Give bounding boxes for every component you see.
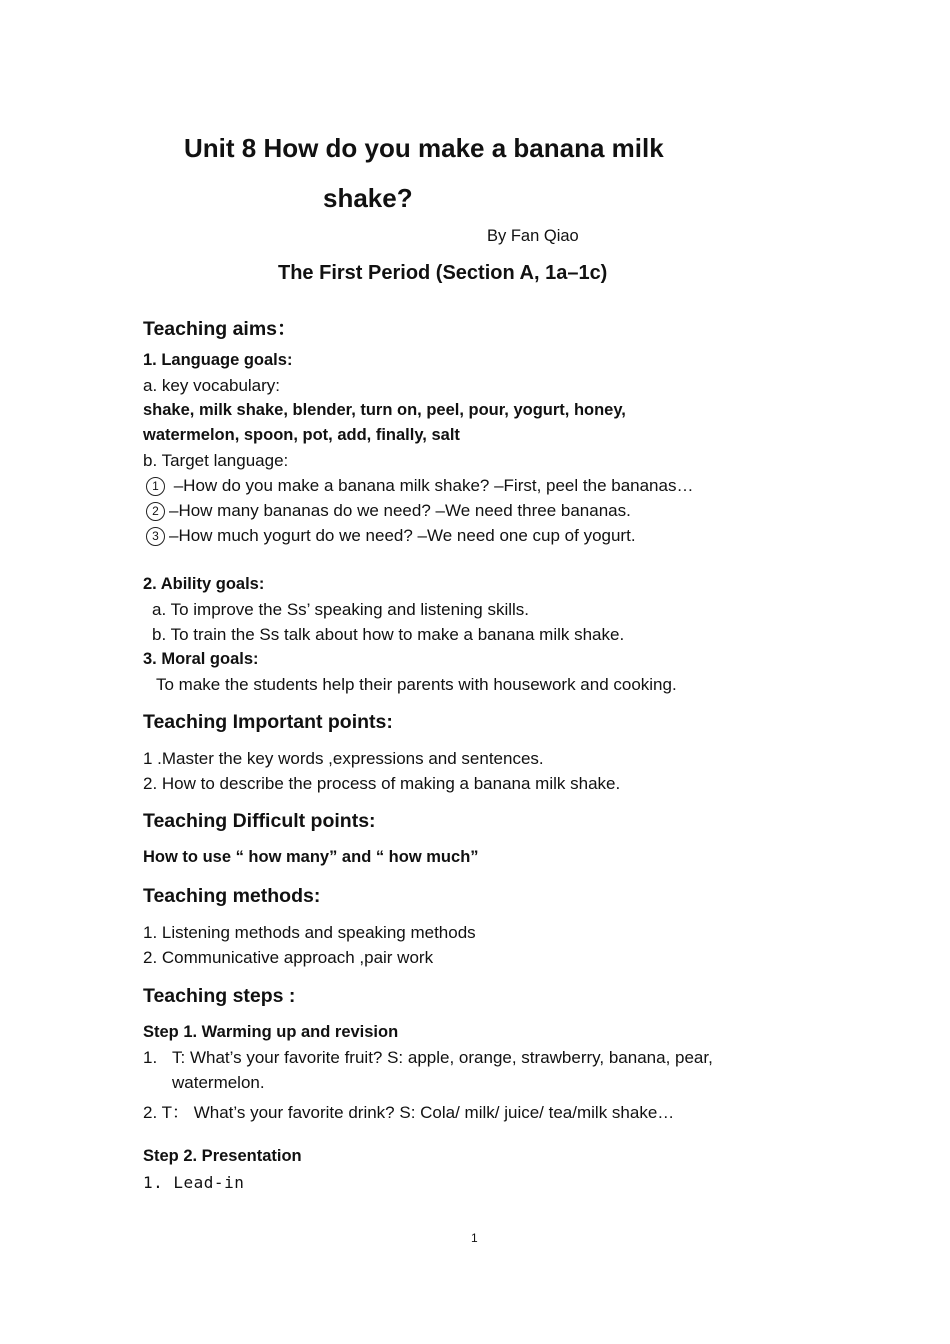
author-byline: By Fan Qiao: [487, 227, 579, 245]
step-1-title: Step 1. Warming up and revision: [143, 1023, 399, 1041]
step-1-item-1-line-2: watermelon.: [172, 1073, 265, 1092]
target-sentence-3: [146, 526, 636, 546]
circled-number-3: 3: [146, 527, 165, 546]
important-point-1: 1 .Master the key words ,expressions and sentences.: [143, 749, 544, 768]
target-sentence-1: [146, 476, 693, 496]
target-sentence-2: [146, 501, 631, 521]
target-sentence-1-text: –How do you make a banana milk shake? –First, peel the bananas…: [169, 476, 694, 495]
period-title: The First Period (Section A, 1a–1c): [278, 262, 608, 284]
methods-heading: Teaching methods:: [143, 885, 321, 907]
step-1-item-1-line-1: T: What’s your favorite fruit? S: apple, orange, strawberry, banana, pear,: [172, 1048, 713, 1067]
moral-goal-text: To make the students help their parents with housework and cooking.: [156, 675, 677, 694]
important-point-2: 2. How to describe the process of making a banana milk shake.: [143, 774, 621, 793]
step-1-item-2: 2. T： What’s your favorite drink? S: Cola/ milk/ juice/ tea/milk shake…: [143, 1103, 675, 1122]
vocabulary-line-2: watermelon, spoon, pot, add, finally, salt: [143, 426, 460, 444]
circled-number-1: 1: [146, 477, 165, 496]
ability-goal-a: a. To improve the Ss’ speaking and listening skills.: [152, 600, 530, 619]
aims-heading: Teaching aims：: [143, 318, 297, 340]
circled-number-2: 2: [146, 502, 165, 521]
difficult-point-text: How to use “ how many” and “ how much”: [143, 848, 479, 866]
key-vocabulary-label: a. key vocabulary:: [143, 376, 281, 395]
moral-goals-heading: 3. Moral goals:: [143, 650, 259, 668]
difficult-points-heading: Teaching Difficult points:: [143, 810, 376, 832]
ability-goal-b: b. To train the Ss talk about how to make a banana milk shake.: [152, 625, 625, 644]
ability-goals-heading: 2. Ability goals:: [143, 575, 265, 593]
method-1: 1. Listening methods and speaking methods: [143, 923, 476, 942]
method-2: 2. Communicative approach ,pair work: [143, 948, 434, 967]
title-line-2: shake?: [323, 183, 413, 213]
steps-heading: Teaching steps :: [143, 985, 296, 1007]
step-2-item-1: 1. Lead-in: [143, 1173, 245, 1192]
target-sentence-3-text: –How much yogurt do we need? –We need one cup of yogurt.: [169, 526, 636, 545]
step-2-title: Step 2. Presentation: [143, 1147, 302, 1165]
page-number: 1: [471, 1231, 478, 1245]
target-sentence-2-text: –How many bananas do we need? –We need three bananas.: [169, 501, 631, 520]
target-language-label: b. Target language:: [143, 451, 289, 470]
important-points-heading: Teaching Important points:: [143, 711, 393, 733]
vocabulary-line-1: shake, milk shake, blender, turn on, peel, pour, yogurt, honey,: [143, 401, 626, 419]
title-line-1: Unit 8 How do you make a banana milk: [184, 133, 664, 163]
step-1-item-1-number: 1.: [143, 1048, 158, 1067]
language-goals-heading: 1. Language goals:: [143, 351, 293, 369]
